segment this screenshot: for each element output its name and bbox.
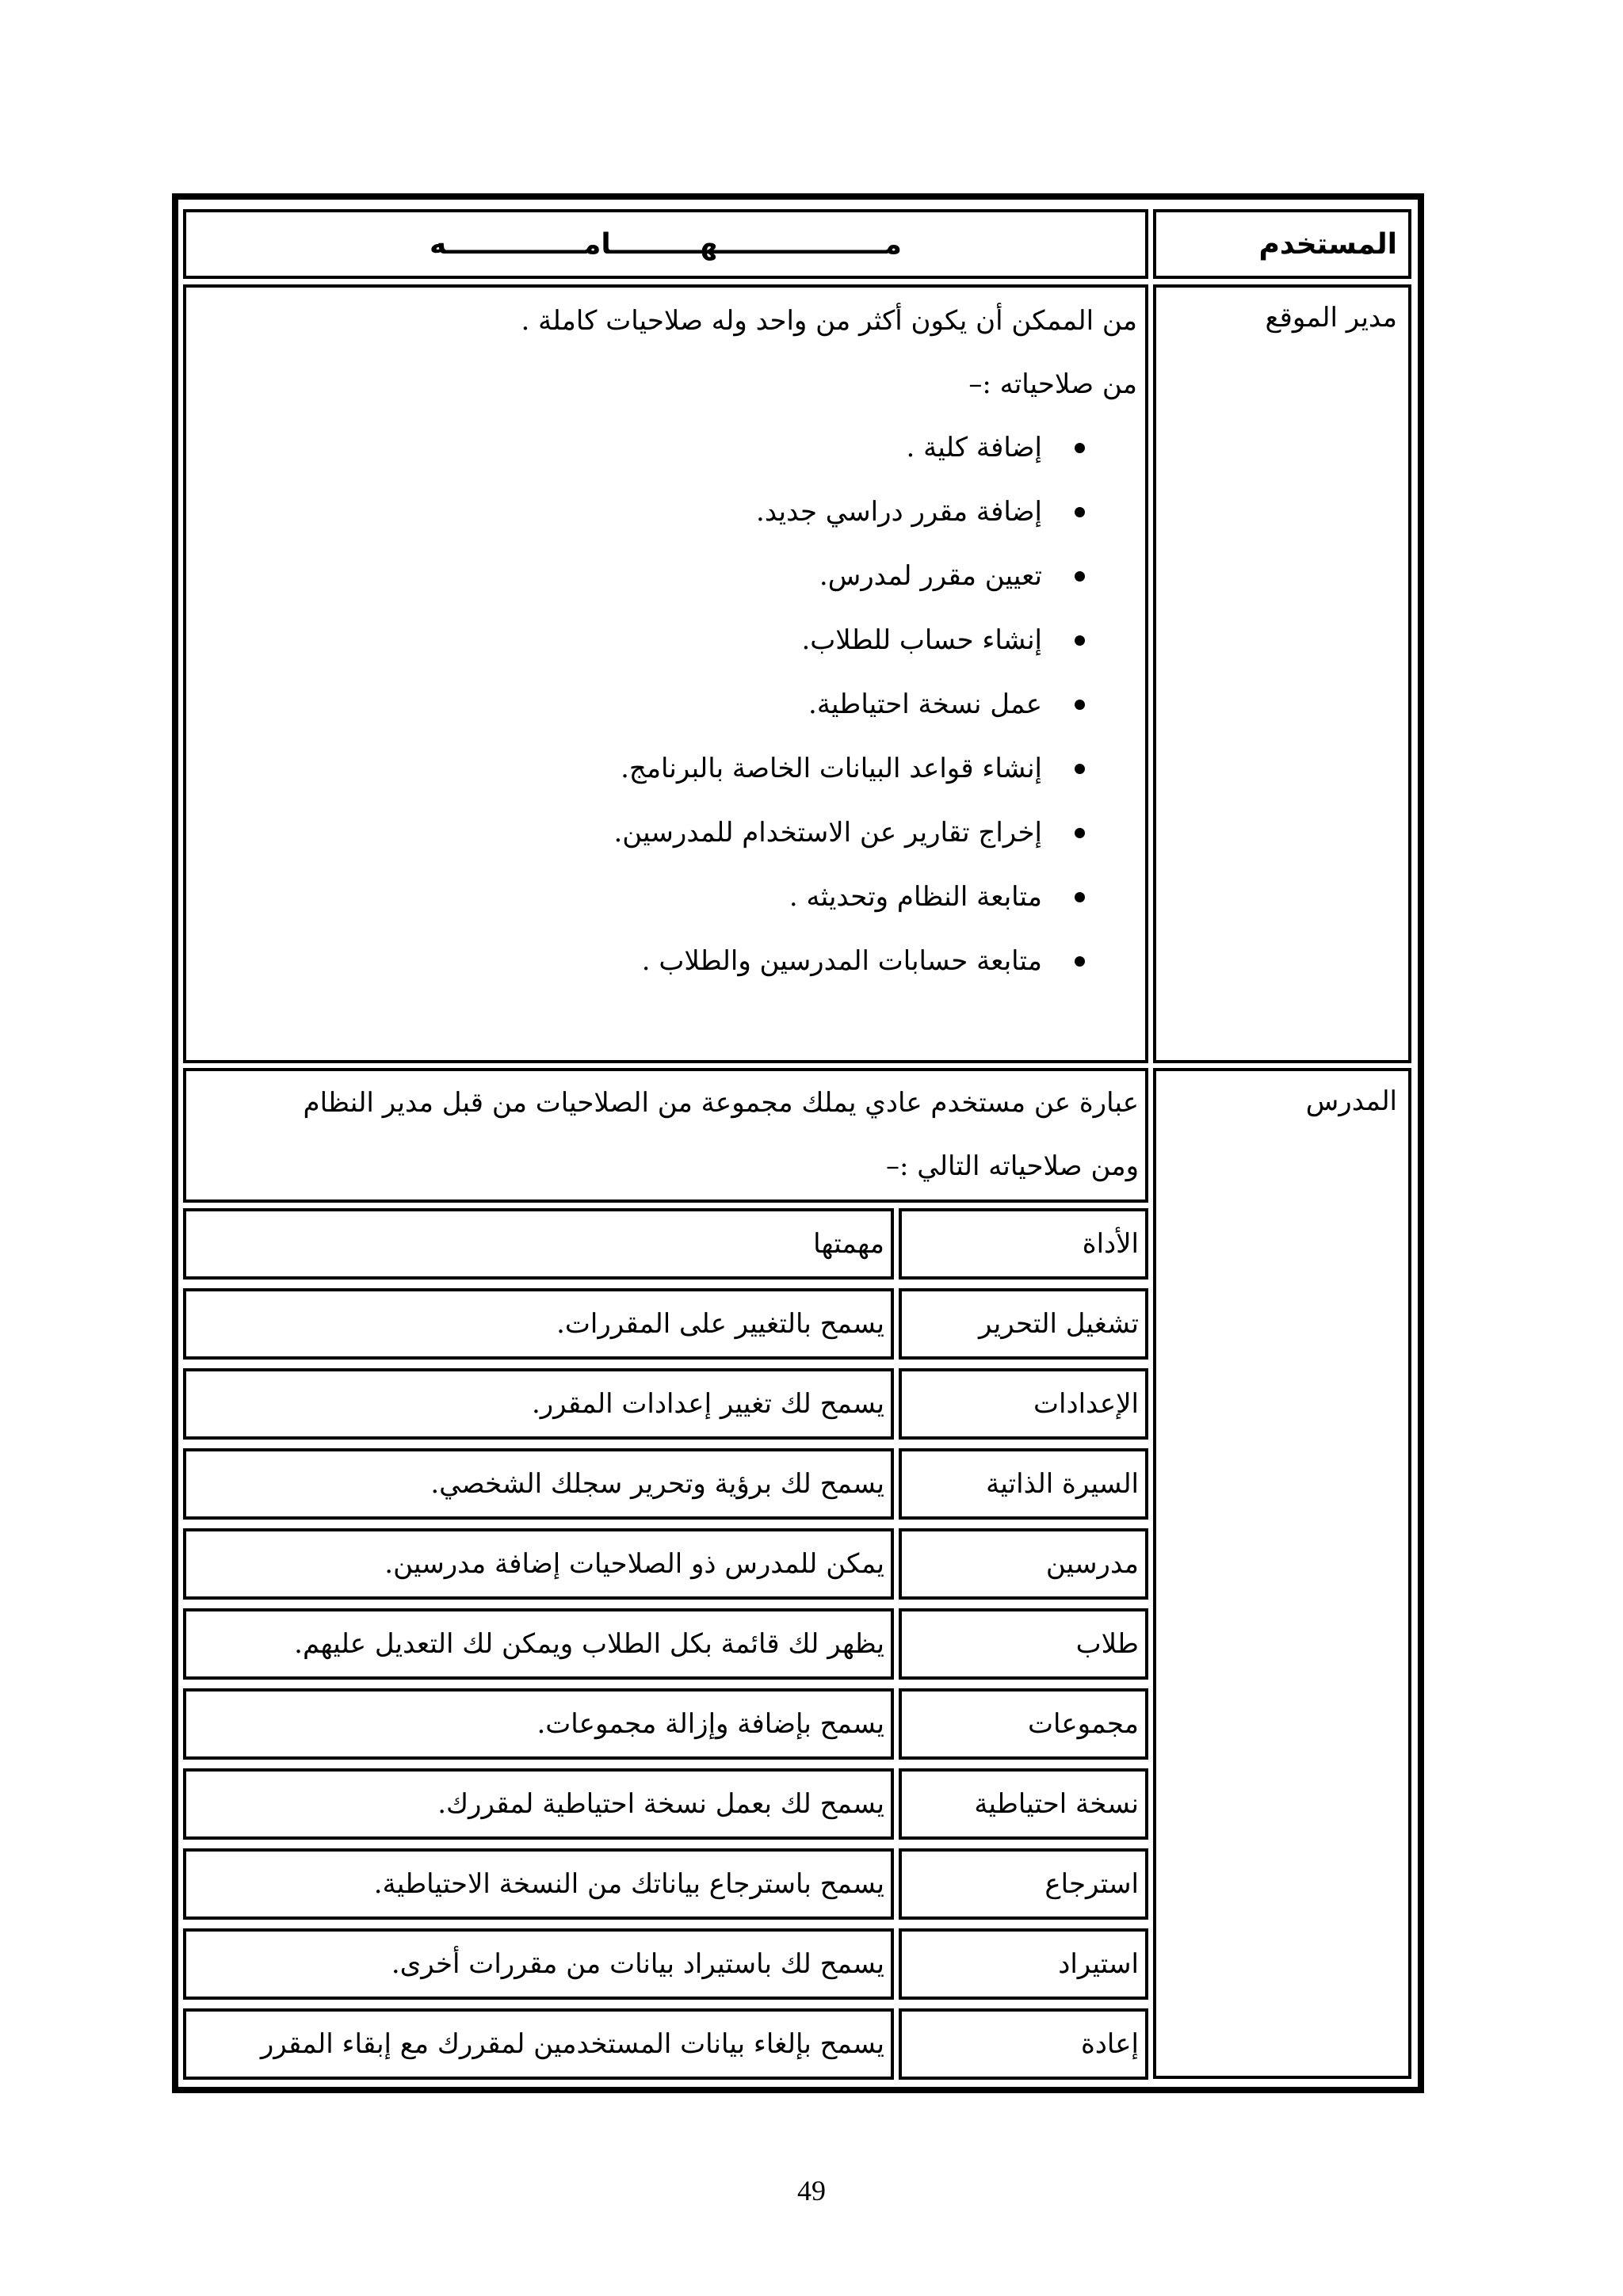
tool-name-cell: مجموعات	[899, 1688, 1148, 1760]
permission-text: إضافة كلية .	[906, 432, 1042, 463]
permission-item	[186, 737, 1145, 801]
permission-text: عمل نسخة احتياطية.	[808, 688, 1042, 720]
tool-task-cell: يسمح باسترجاع بياناتك من النسخة الاحتياطية.	[183, 1848, 894, 1920]
tool-task-cell: يسمح بإلغاء بيانات المستخدمين لمقررك مع إبقاء المقرر	[183, 2008, 894, 2080]
tool-name-cell: إعادة	[899, 2008, 1148, 2080]
header-user-cell: المستخدم	[1153, 209, 1411, 279]
permission-text: إنشاء قواعد البيانات الخاصة بالبرنامج.	[621, 753, 1042, 784]
admin-perms-title: من صلاحياته :–	[968, 368, 1137, 400]
permission-text: متابعة النظام وتحديثه .	[789, 881, 1042, 913]
tool-task-cell: يسمح لك بعمل نسخة احتياطية لمقررك.	[183, 1768, 894, 1840]
permission-item	[186, 673, 1145, 737]
bullet-icon	[1075, 443, 1085, 453]
tools-header-task: مهمتها	[183, 1208, 894, 1280]
teacher-intro-line2: ومن صلاحياته التالي :–	[886, 1150, 1139, 1182]
permission-item	[186, 480, 1145, 544]
tool-name-cell: نسخة احتياطية	[899, 1768, 1148, 1840]
bullet-icon	[1075, 828, 1085, 838]
tool-task-cell: يظهر لك قائمة بكل الطلاب ويمكن لك التعديل عليهم.	[183, 1608, 894, 1680]
tools-header-tool: الأداة	[899, 1208, 1148, 1280]
permission-text: إضافة مقرر دراسي جديد.	[756, 496, 1042, 528]
tool-task-cell: يسمح لك برؤية وتحرير سجلك الشخصي.	[183, 1448, 894, 1520]
bullet-icon	[1075, 892, 1085, 902]
tool-task-cell: يسمح بإضافة وإزالة مجموعات.	[183, 1688, 894, 1760]
tool-name-cell: السيرة الذاتية	[899, 1448, 1148, 1520]
header-tasks-label: مـــــــــــــــــهـــــــــامــــــــــــــه	[430, 228, 902, 261]
tool-name-cell: مدرسين	[899, 1528, 1148, 1600]
teacher-intro-cell	[183, 1068, 1148, 1203]
tool-task-cell: يسمح لك باستيراد بيانات من مقررات أخرى.	[183, 1928, 894, 2000]
permission-text: إنشاء حساب للطلاب.	[801, 624, 1042, 656]
role-teacher-cell: المدرس	[1153, 1068, 1411, 2079]
tool-name-cell: استرجاع	[899, 1848, 1148, 1920]
bullet-icon	[1075, 571, 1085, 582]
tool-name-cell: الإعدادات	[899, 1368, 1148, 1440]
admin-permissions-list	[186, 416, 1145, 994]
tool-name-cell: تشغيل التحرير	[899, 1288, 1148, 1360]
teacher-intro-line1: عبارة عن مستخدم عادي يملك مجموعة من الصلاحيات من قبل مدير النظام	[303, 1087, 1139, 1119]
tool-task-cell: يسمح بالتغيير على المقررات.	[183, 1288, 894, 1360]
header-tasks-cell	[183, 209, 1148, 279]
admin-intro: من الممكن أن يكون أكثر من واحد وله صلاحيات كاملة .	[521, 305, 1137, 337]
bullet-icon	[1075, 635, 1085, 646]
permission-item	[186, 608, 1145, 673]
bullet-icon	[1075, 507, 1085, 517]
permission-item	[186, 865, 1145, 929]
permission-text: متابعة حسابات المدرسين والطلاب .	[641, 945, 1042, 977]
permission-text: تعيين مقرر لمدرس.	[819, 560, 1042, 592]
permission-item	[186, 544, 1145, 608]
permission-text: إخراج تقارير عن الاستخدام للمدرسين.	[613, 817, 1042, 849]
bullet-icon	[1075, 764, 1085, 774]
bullet-icon	[1075, 700, 1085, 710]
tool-name-cell: استيراد	[899, 1928, 1148, 2000]
permission-item	[186, 929, 1145, 994]
admin-tasks-cell	[183, 284, 1148, 1063]
role-admin-cell: مدير الموقع	[1153, 284, 1411, 1063]
permission-item	[186, 416, 1145, 480]
bullet-icon	[1075, 956, 1085, 967]
tool-task-cell: يمكن للمدرس ذو الصلاحيات إضافة مدرسين.	[183, 1528, 894, 1600]
tool-task-cell: يسمح لك تغيير إعدادات المقرر.	[183, 1368, 894, 1440]
permission-item	[186, 801, 1145, 865]
page-number: 49	[797, 2175, 826, 2206]
tool-name-cell: طلاب	[899, 1608, 1148, 1680]
